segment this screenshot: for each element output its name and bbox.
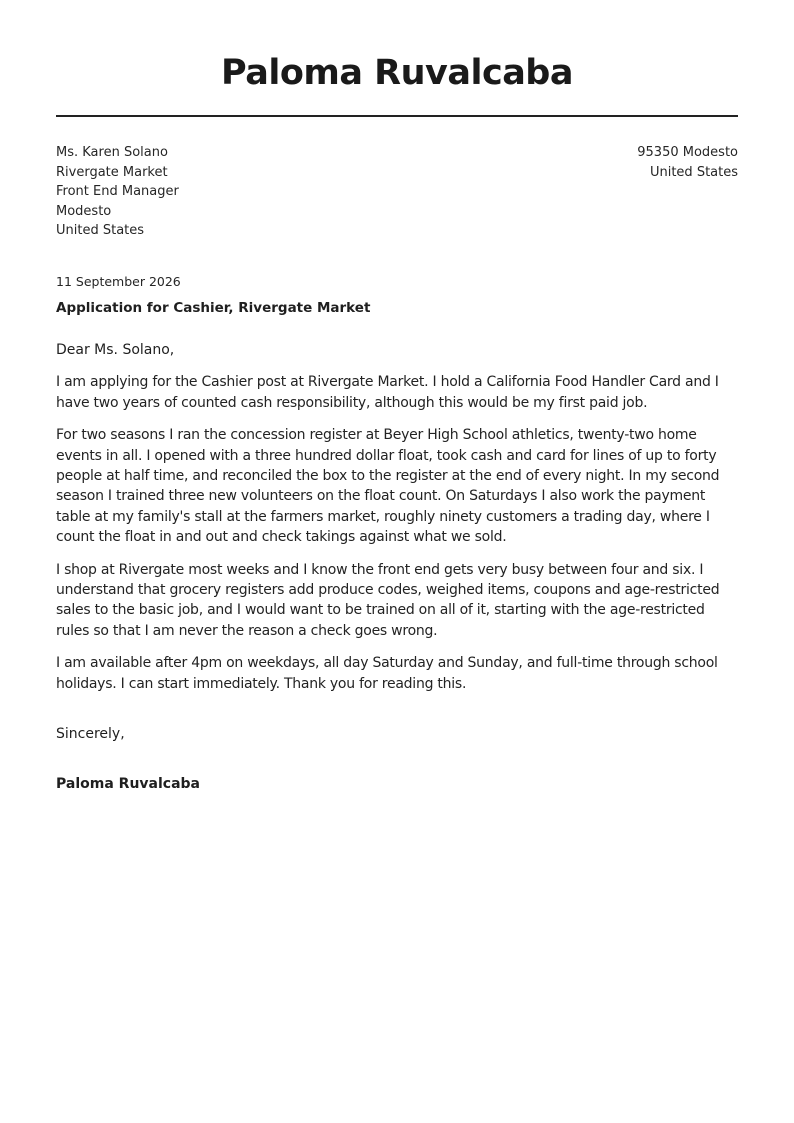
letter-subject: Application for Cashier, Rivergate Market [56,300,371,316]
salutation: Dear Ms. Solano, [56,342,175,358]
recipient-address [56,143,179,241]
body-paragraph-4: I am available after 4pm on weekdays, all day Saturday and Sunday, and full-time through school holidays. I can start immediately. Thank you for reading this. [56,655,718,692]
signature-name: Paloma Ruvalcaba [56,776,200,793]
body-paragraph-3: I shop at Rivergate most weeks and I know the front end gets very busy between four and six. I understand that grocery registers add produce codes, weighed items, coupons and age-restricted sales to the basic job, and I would want to be trained on all of it, starting with the age-restricted rules so that I am never the reason a check goes wrong. [56,561,720,639]
sender-address [637,143,738,182]
body-paragraph-2: For two seasons I ran the concession register at Beyer High School athletics, twenty-two home events in all. I opened with a three hundred dollar float, took cash and card for lines of up to forty people at half time, and reconciled the box to the register at the end of every night. In my second season I trained three new volunteers on the float count. On Saturdays I also work the payment table at my family's stall at the farmers market, roughly ninety customers a trading day, where I count the float in and out and check takings against what we sold. [56,427,720,546]
closing: Sincerely, [56,726,125,743]
sender-country: United States [649,164,738,180]
recipient-name: Ms. Karen Solano [56,145,168,160]
recipient-company: Rivergate Market [56,164,168,180]
letter-date: 11 September 2026 [56,274,181,289]
applicant-name-heading: Paloma Ruvalcaba [221,53,573,93]
recipient-title: Front End Manager [56,184,179,200]
body-paragraph-1: I am applying for the Cashier post at Rivergate Market. I hold a California Food Handler Card and I have two years of counted cash responsibility, although this would be my first paid job. [56,374,719,411]
sender-city: 95350 Modesto [637,145,738,160]
recipient-city: Modesto [56,203,112,219]
recipient-country: United States [56,223,145,239]
header-divider [56,115,738,117]
address-block [56,143,738,243]
